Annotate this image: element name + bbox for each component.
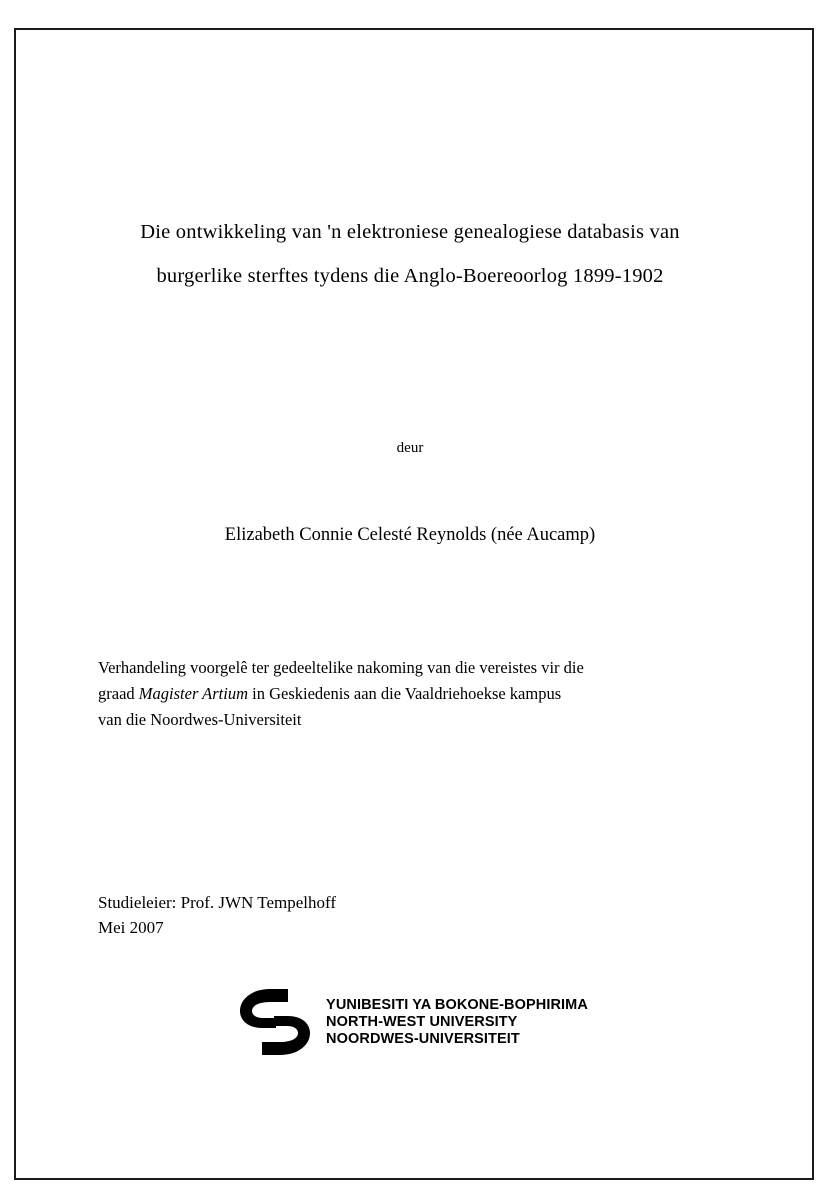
statement-line-2 (98, 681, 718, 707)
degree-statement (98, 655, 718, 733)
logo-text-line-1: YUNIBESITI YA BOKONE-BOPHIRIMA (326, 996, 588, 1013)
statement-line-3: van die Noordwes-Universiteit (98, 710, 302, 729)
north-west-university-logo-icon (232, 985, 318, 1059)
logo-text-line-2: NORTH-WEST UNIVERSITY (326, 1013, 518, 1030)
statement-line-2-prefix: graad (98, 684, 139, 703)
page-content (90, 60, 730, 1130)
supervisor-line: Studieleier: Prof. JWN Tempelhoff (98, 893, 337, 912)
statement-line-2-suffix: in Geskiedenis aan die Vaaldriehoekse kampus (248, 684, 562, 703)
university-logo (90, 985, 730, 1059)
date-line: Mei 2007 (98, 918, 164, 937)
thesis-title (90, 210, 730, 298)
statement-line-1: Verhandeling voorgelê ter gedeeltelike nakoming van die vereistes vir die (98, 658, 584, 677)
author-name: Elizabeth Connie Celesté Reynolds (née Aucamp) (224, 525, 596, 545)
title-line-1: Die ontwikkeling van 'n elektroniese genealogiese databasis van (140, 221, 680, 243)
title-line-2: burgerlike sterftes tydens die Anglo-Boereoorlog 1899-1902 (156, 265, 664, 287)
by-label: deur (396, 440, 424, 456)
degree-name: Magister Artium (138, 684, 249, 703)
logo-text-block (326, 997, 588, 1048)
supervisor-block (98, 890, 718, 940)
logo-text-line-3: NOORDWES-UNIVERSITEIT (326, 1030, 520, 1047)
